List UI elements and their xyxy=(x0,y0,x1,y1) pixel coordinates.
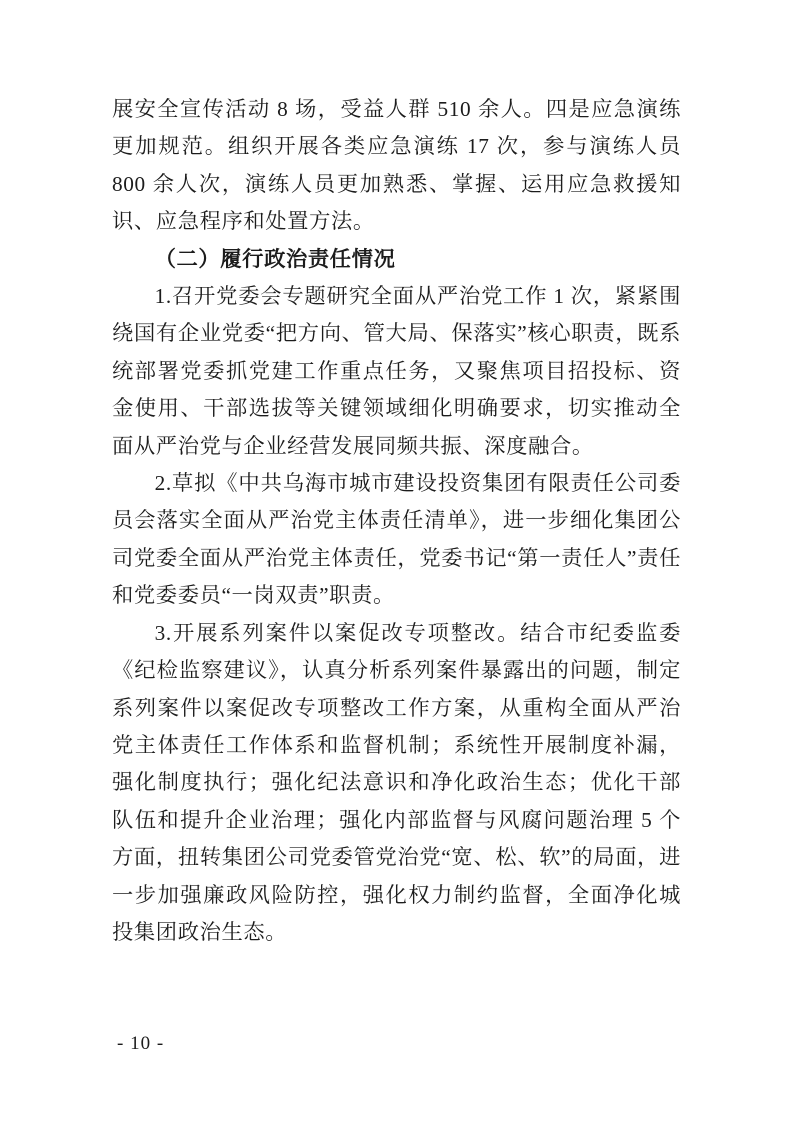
paragraph-continuation: 展安全宣传活动 8 场，受益人群 510 余人。四是应急演练更加规范。组织开展各类应急演练 17 次，参与演练人员 800 余人次，演练人员更加熟悉、掌握、运用应急救援知识、应急程序和处置方法。 xyxy=(112,97,681,234)
section-heading: （二）履行政治责任情况 xyxy=(154,246,396,271)
paragraph-item-3: 3.开展系列案件以案促改专项整改。结合市纪委监委《纪检监察建议》，认真分析系列案件暴露出的问题，制定系列案件以案促改专项整改工作方案，从重构全面从严治党主体责任工作体系和监督机制；系统性开展制度补漏，强化制度执行；强化纪法意识和净化政治生态；优化干部队伍和提升企业治理；强化内部监督与风腐问题治理 5 个方面，扭转集团公司党委管党治党“宽、松、软”的局面，进一步加强廉政风险防控，强化权力制约监督，全面净化城投集团政治生态。 xyxy=(112,620,681,944)
document-body xyxy=(112,91,681,951)
page-number: - 10 - xyxy=(117,1033,165,1054)
paragraph-item-1: 1.召开党委会专题研究全面从严治党工作 1 次，紧紧围绕国有企业党委“把方向、管大局、保落实”核心职责，既系统部署党委抓党建工作重点任务，又聚焦项目招投标、资金使用、干部选拔等关键领域细化明确要求，切实推动全面从严治党与企业经营发展同频共振、深度融合。 xyxy=(112,284,681,458)
paragraph-item-2: 2.草拟《中共乌海市城市建设投资集团有限责任公司委员会落实全面从严治党主体责任清单》，进一步细化集团公司党委全面从严治党主体责任，党委书记“第一责任人”责任和党委委员“一岗双责”职责。 xyxy=(112,471,681,608)
